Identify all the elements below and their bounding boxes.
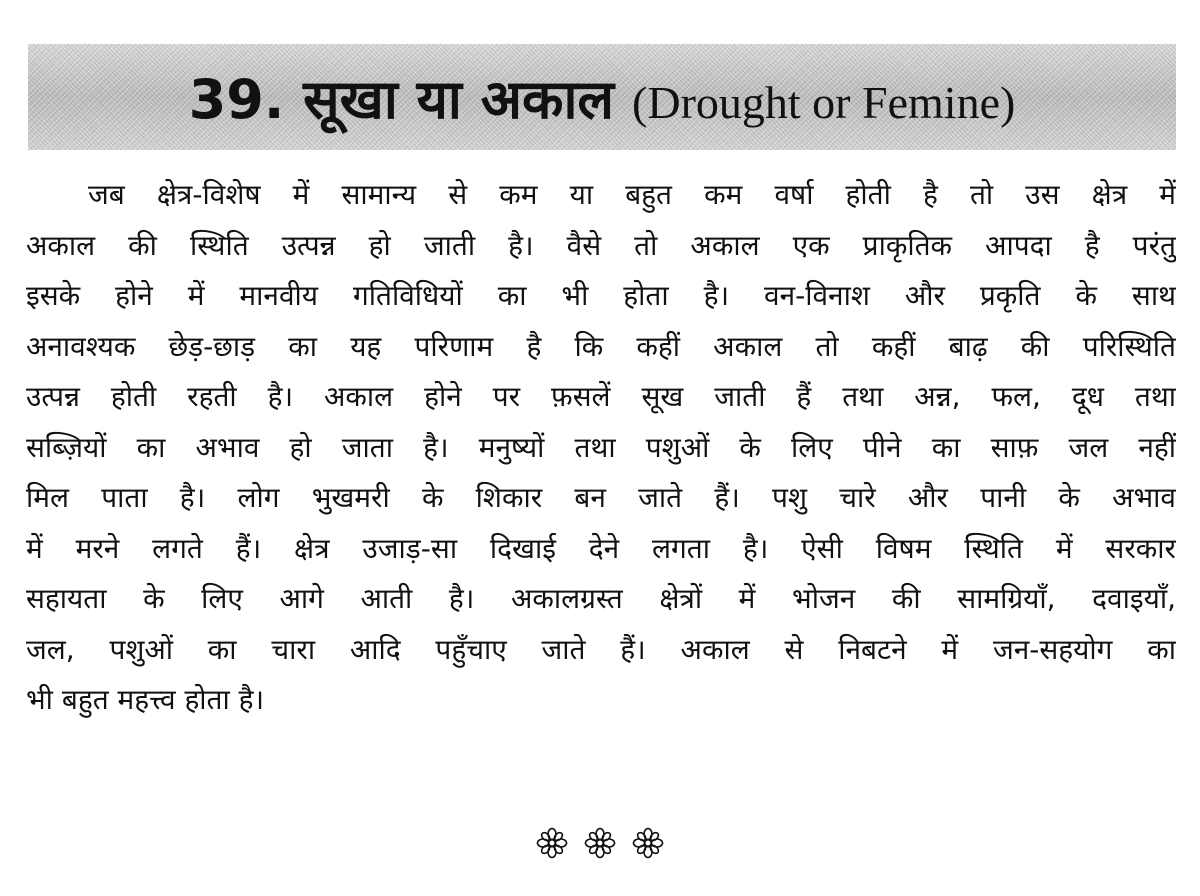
paragraph-line: अनावश्यक छेड़-छाड़ का यह परिणाम है कि कहीं अकाल तो कहीं बाढ़ की परिस्थिति	[26, 329, 1176, 363]
paragraph-line: मिल पाता है। लोग भुखमरी के शिकार बन जाते हैं। पशु चारे और पानी के अभाव	[26, 481, 1176, 514]
paragraph-line: जब क्षेत्र-विशेष में सामान्य से कम या बहुत कम वर्षा होती है तो उस क्षेत्र में	[88, 178, 1176, 211]
paragraph-line: उत्पन्न होती रहती है। अकाल होने पर फ़सलें सूख जाती हैं तथा अन्न, फल, दूध तथा	[26, 380, 1176, 413]
essay-paragraph	[26, 170, 1176, 726]
title-band	[28, 44, 1176, 150]
flower-ornament-icon	[535, 826, 569, 860]
title-hindi: 39. सूखा या अकाल	[188, 68, 615, 131]
paragraph-line: भी बहुत महत्त्व होता है।	[26, 683, 265, 716]
flower-ornament-icon	[631, 826, 665, 860]
paragraph-line: अकाल की स्थिति उत्पन्न हो जाती है। वैसे तो अकाल एक प्राकृतिक आपदा है परंतु	[26, 228, 1176, 262]
paragraph-line: में मरने लगते हैं। क्षेत्र उजाड़-सा दिखाई देने लगता है। ऐसी विषम स्थिति में सरकार	[26, 531, 1176, 565]
page-title	[189, 60, 1016, 134]
paragraph-line: जल, पशुओं का चारा आदि पहुँचाए जाते हैं। अकाल से निबटने में जन-सहयोग का	[26, 632, 1176, 666]
flower-ornament-icon	[583, 826, 617, 860]
end-ornaments	[0, 826, 1200, 860]
paragraph-line: सब्ज़ियों का अभाव हो जाता है। मनुष्यों तथा पशुओं के लिए पीने का साफ़ जल नहीं	[26, 430, 1176, 464]
paragraph-line: इसके होने में मानवीय गतिविधियों का भी होता है। वन-विनाश और प्रकृति के साथ	[26, 279, 1176, 312]
title-english: (Drought or Femine)	[632, 77, 1016, 128]
paragraph-line: सहायता के लिए आगे आती है। अकालग्रस्त क्षेत्रों में भोजन की सामग्रियाँ, दवाइयाँ,	[26, 582, 1176, 615]
